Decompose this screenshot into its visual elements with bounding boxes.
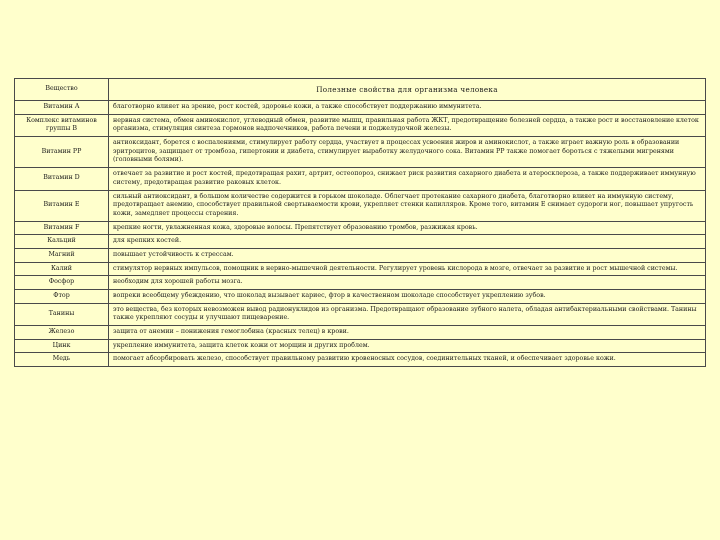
substance-name-cell: Витамин Е xyxy=(15,190,109,221)
vitamins-table xyxy=(14,78,706,367)
table-row xyxy=(15,339,706,353)
substance-name-cell: Комплекс витаминов группы В xyxy=(15,114,109,136)
substance-properties-cell: благотворно влияет на зрение, рост костей, здоровье кожи, а также способствует поддержанию иммунитета. xyxy=(109,101,706,115)
table-row xyxy=(15,290,706,304)
header-substance: Вещество xyxy=(15,79,109,101)
table-row xyxy=(15,137,706,168)
table-row xyxy=(15,262,706,276)
table-row xyxy=(15,235,706,249)
substance-properties-cell: помогает абсорбировать железо, способствует правильному развитию кровеносных сосудов, соединительных тканей, и обеспечивает здоровье кожи. xyxy=(109,353,706,367)
table-row xyxy=(15,276,706,290)
substance-name-cell: Витамин F xyxy=(15,221,109,235)
substance-name-cell: Витамин РР xyxy=(15,137,109,168)
substance-name-cell: Витамин D xyxy=(15,168,109,190)
table-row xyxy=(15,221,706,235)
substance-name-cell: Витамин А xyxy=(15,101,109,115)
substance-properties-cell: стимулятор нервных импульсов, помощник в нервно-мышечной деятельности. Регулирует уровень кислорода в мозге, отвечает за развитие и рост мышечной системы. xyxy=(109,262,706,276)
table-row xyxy=(15,101,706,115)
table-row xyxy=(15,190,706,221)
substance-properties-cell: это вещества, без которых невозможен вывод радионуклидов из организма. Предотвращают образование зубного налета, обладая антибактериальными свойствами. Танины также укрепляют сосуды и улучшают пищеварение. xyxy=(109,303,706,325)
substance-properties-cell: повышает устойчивость к стрессам. xyxy=(109,248,706,262)
header-properties: Полезные свойства для организма человека xyxy=(109,79,706,101)
table-row xyxy=(15,114,706,136)
substance-properties-cell: антиоксидант, борется с воспалениями, стимулирует работу сердца, участвует в процессах усвоения жиров и аминокислот, а также играет важную роль в образовании эритроцитов, защищает от тромбоза, гипертонии и диабета, стимулирует выработку желудочного сока. Витамин РР также помогает бороться с тяжелыми мигренями (головными болями). xyxy=(109,137,706,168)
substance-name-cell: Кальций xyxy=(15,235,109,249)
substance-name-cell: Фтор xyxy=(15,290,109,304)
vitamins-table-container xyxy=(14,78,706,367)
substance-properties-cell: защита от анемии – понижения гемоглобина (красных телец) в крови. xyxy=(109,326,706,340)
table-row xyxy=(15,326,706,340)
substance-properties-cell: крепкие ногти, увлажненная кожа, здоровые волосы. Препятствует образованию тромбов, разжижая кровь. xyxy=(109,221,706,235)
substance-name-cell: Цинк xyxy=(15,339,109,353)
substance-name-cell: Калий xyxy=(15,262,109,276)
table-body xyxy=(15,101,706,367)
substance-properties-cell: нервная система, обмен аминокислот, углеводный обмен, развитие мышц, правильная работа ЖКТ, предотвращение болезней сердца, а также рост и восстановление клеток организма, стимуляция синтеза гормонов надпочечников, работа печени и поджелудочной железы. xyxy=(109,114,706,136)
substance-properties-cell: отвечает за развитие и рост костей, предотвращая рахит, артрит, остеопороз, снижает риск развития сахарного диабета и атеросклероза, а также поддерживает иммунную систему, предотвращая развитие раковых клеток. xyxy=(109,168,706,190)
substance-name-cell: Танины xyxy=(15,303,109,325)
table-row xyxy=(15,303,706,325)
table-row xyxy=(15,353,706,367)
substance-name-cell: Магний xyxy=(15,248,109,262)
substance-properties-cell: для крепких костей. xyxy=(109,235,706,249)
substance-name-cell: Фосфор xyxy=(15,276,109,290)
substance-name-cell: Железо xyxy=(15,326,109,340)
substance-properties-cell: необходим для хорошей работы мозга. xyxy=(109,276,706,290)
table-row xyxy=(15,168,706,190)
substance-name-cell: Медь xyxy=(15,353,109,367)
substance-properties-cell: укрепление иммунитета, защита клеток кожи от морщин и других проблем. xyxy=(109,339,706,353)
table-row xyxy=(15,248,706,262)
table-header-row xyxy=(15,79,706,101)
substance-properties-cell: вопреки всеобщему убеждению, что шоколад вызывает кариес, фтор в качественном шоколаде способствует укреплению зубов. xyxy=(109,290,706,304)
substance-properties-cell: сильный антиоксидант, в большом количестве содержится в горьком шоколаде. Облегчает протекание сахарного диабета, благотворно влияет на иммунную систему, предотвращает анемию, способствует правильной свертываемости крови, укрепляет стенки капилляров. Кроме того, витамин Е снимает судороги ног, повышает упругость кожи, замедляет процессы старения. xyxy=(109,190,706,221)
